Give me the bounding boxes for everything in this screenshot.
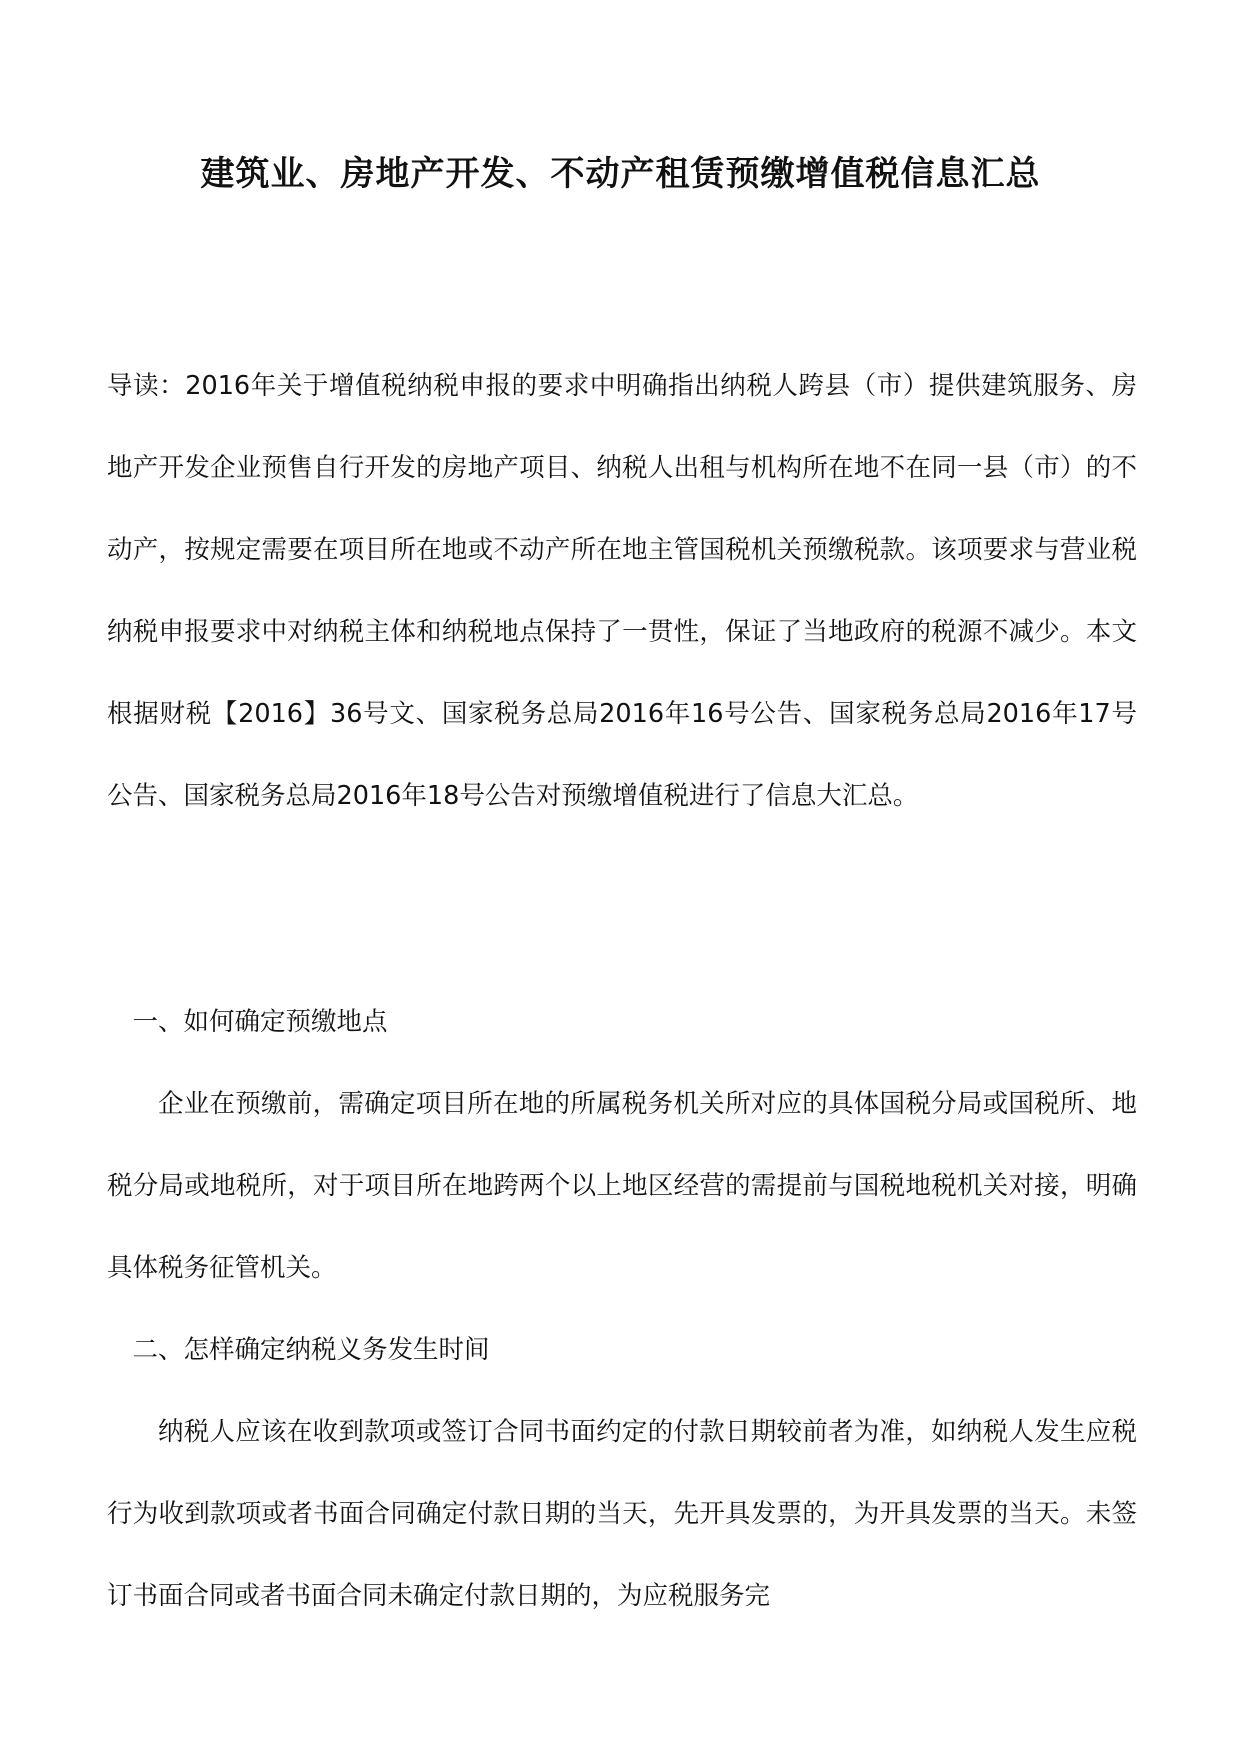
section-2-body: 纳税人应该在收到款项或签订合同书面约定的付款日期较前者为准，如纳税人发生应税行为收到款项或者书面合同确定付款日期的当天，先开具发票的，为开具发票的当天。未签订书面合同或者书面合同未确定付款日期的，为应税服务完 [107,1417,1137,1611]
sections-block [107,981,1137,1637]
intro-block [107,345,1137,837]
intro-paragraph: 导读：2016年关于增值税纳税申报的要求中明确指出纳税人跨县（市）提供建筑服务、房地产开发企业预售自行开发的房地产项目、纳税人出租与机构所在地不在同一县（市）的不动产，按规定需要在项目所在地或不动产所在地主管国税机关预缴税款。该项要求与营业税纳税申报要求中对纳税主体和纳税地点保持了一贯性，保证了当地政府的税源不减少。本文根据财税【2016】36号文、国家税务总局2016年16号公告、国家税务总局2016年17号公告、国家税务总局2016年18号公告对预缴增值税进行了信息大汇总。 [107,371,1137,811]
section-1-heading: 一、如何确定预缴地点 [132,1007,388,1037]
section-2-heading: 二、怎样确定纳税义务发生时间 [132,1335,490,1365]
document-title: 建筑业、房地产开发、不动产租赁预缴增值税信息汇总 [200,154,1041,194]
section-1-body: 企业在预缴前，需确定项目所在地的所属税务机关所对应的具体国税分局或国税所、地税分局或地税所，对于项目所在地跨两个以上地区经营的需提前与国税地税机关对接，明确具体税务征管机关。 [107,1089,1137,1283]
